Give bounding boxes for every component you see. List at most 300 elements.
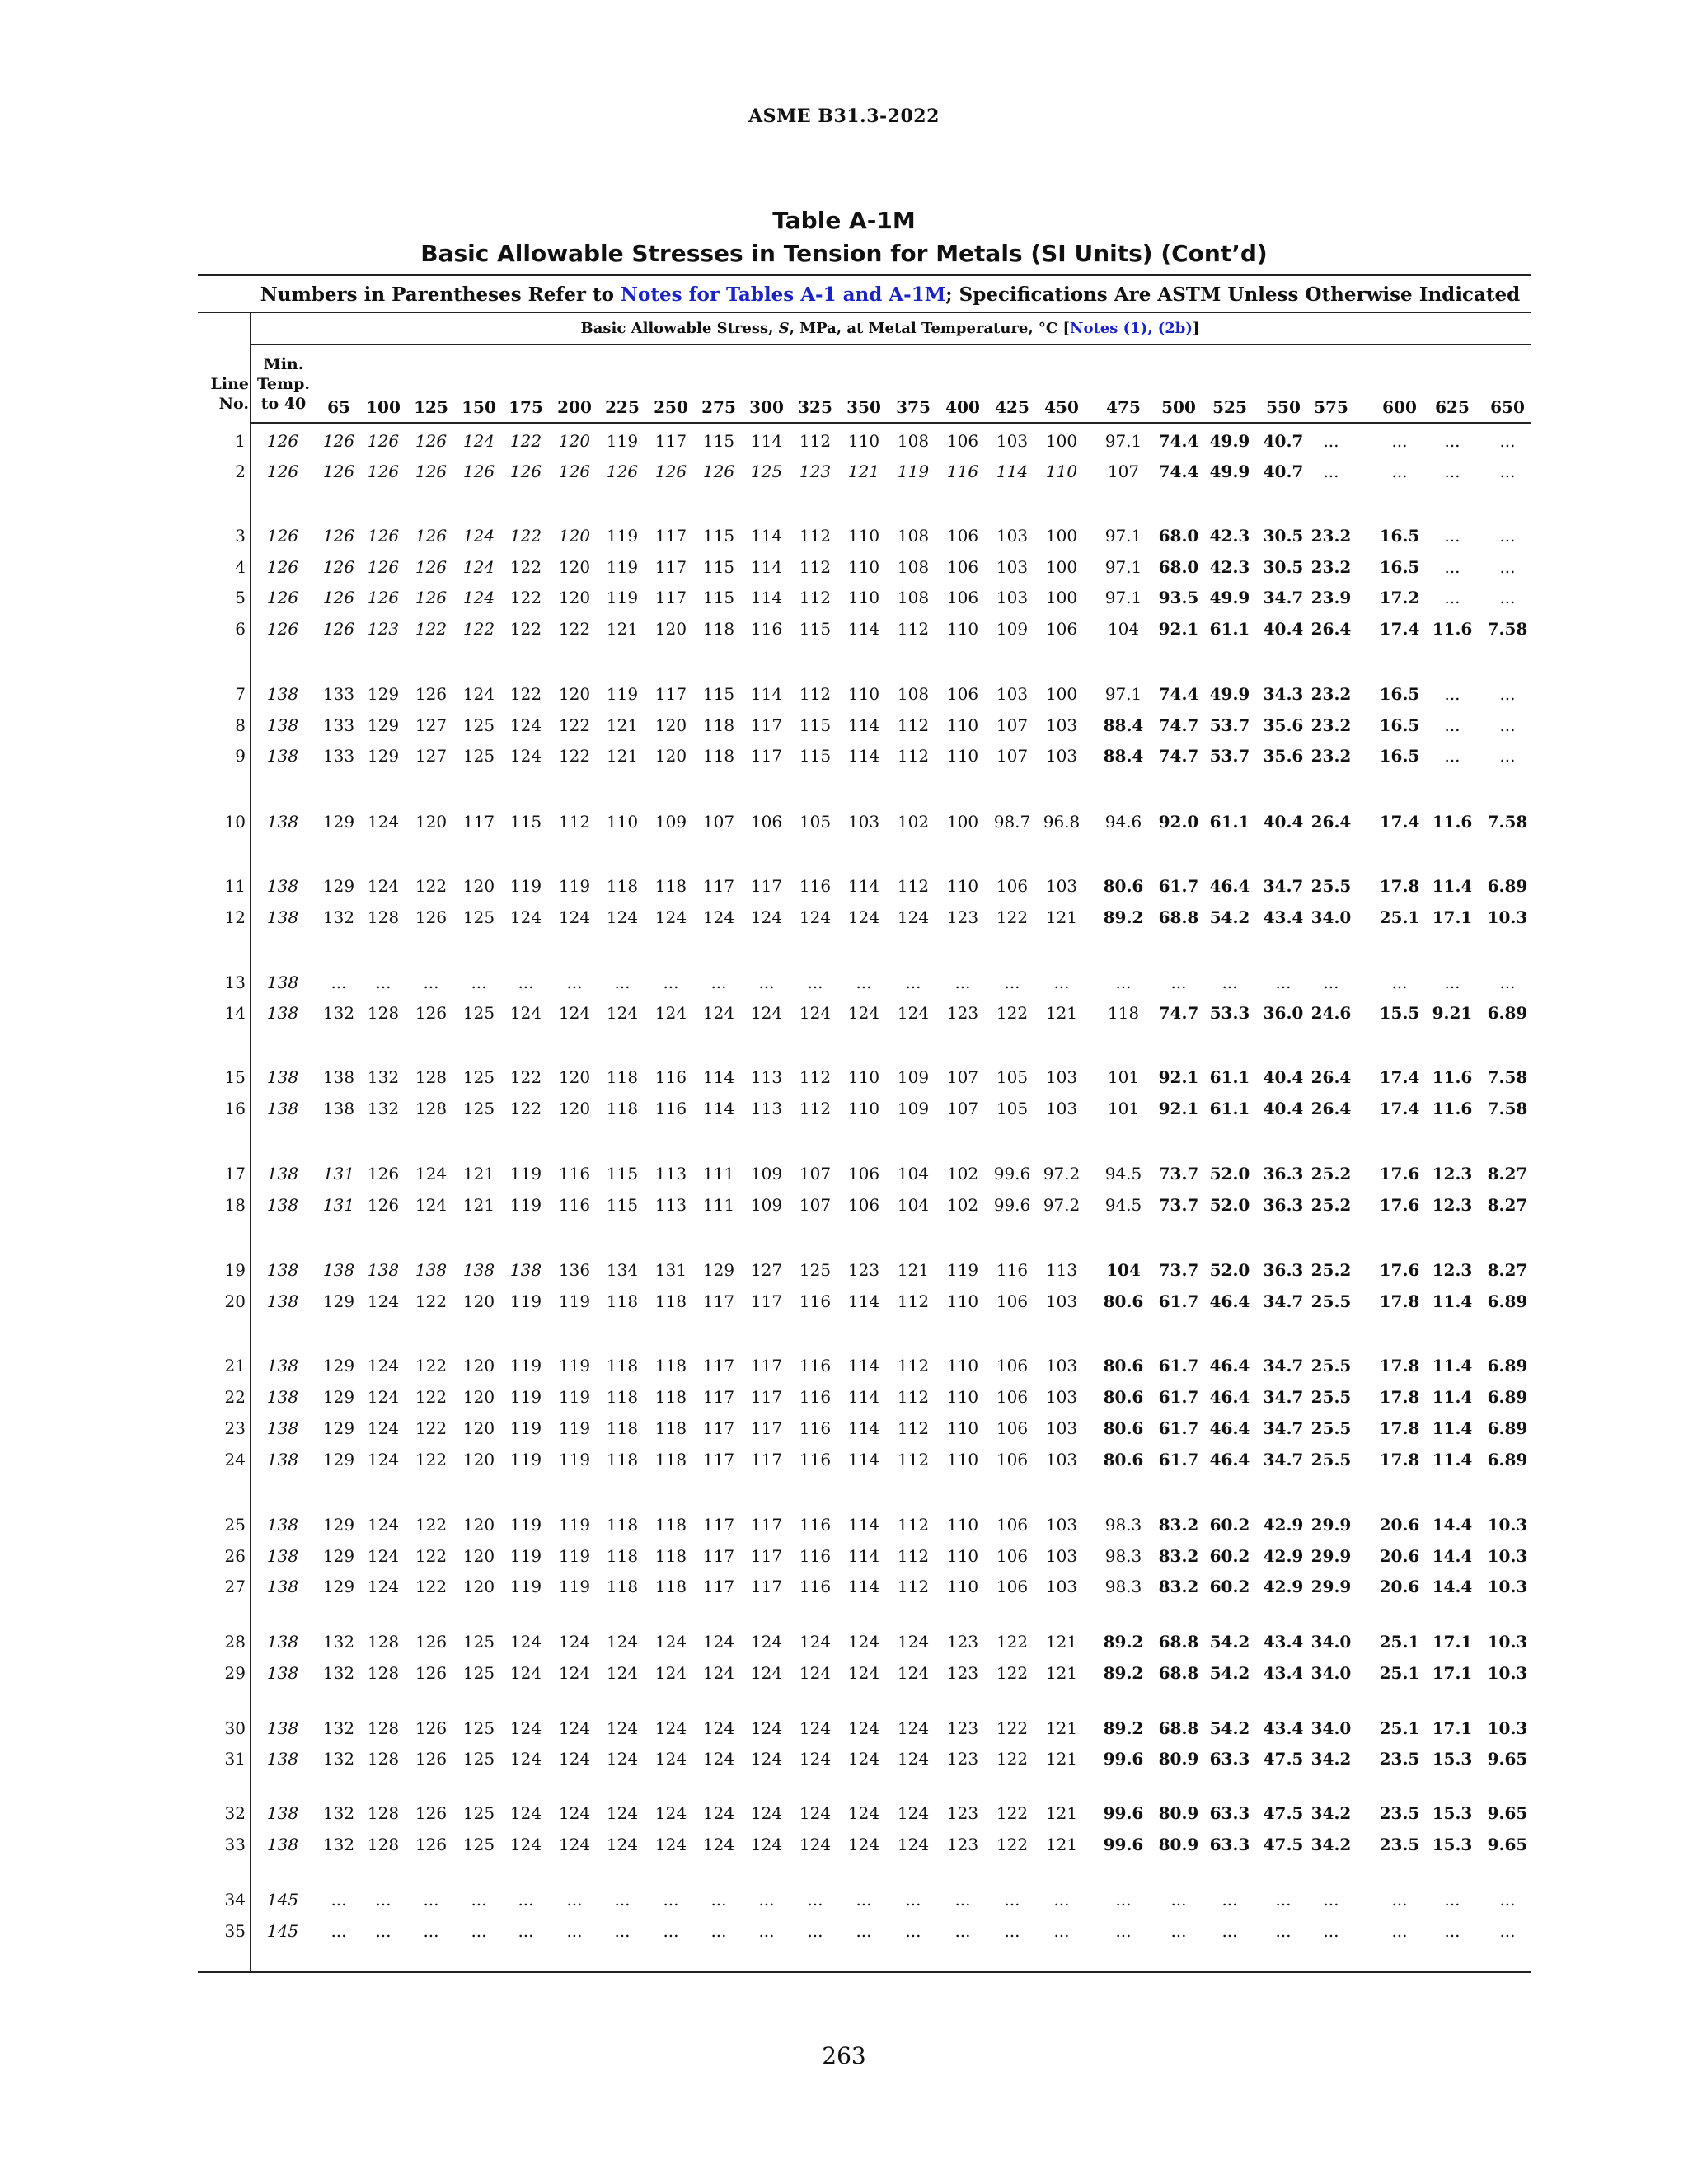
stress-value: ... (1323, 972, 1339, 992)
stress-value: 23.2 (1311, 557, 1352, 577)
stress-header (251, 320, 1529, 337)
stress-value: 119 (946, 1260, 979, 1280)
stress-value: 124 (702, 1663, 735, 1683)
stress-value: 124 (367, 1546, 400, 1566)
stress-value: 54.2 (1209, 1718, 1250, 1738)
min-temp-value: 126 (266, 619, 299, 639)
stress-value: 122 (996, 1835, 1029, 1854)
stress-value: 25.5 (1311, 1418, 1352, 1438)
stress-value: 110 (847, 684, 880, 704)
stress-value: ... (518, 1890, 534, 1910)
stress-value: 74.7 (1158, 1003, 1199, 1023)
min-temp-value: 138 (266, 1099, 299, 1118)
stress-value: 92.1 (1158, 619, 1199, 639)
stress-value: 46.4 (1209, 1291, 1250, 1311)
stress-value: 114 (847, 1515, 880, 1535)
stress-value: 83.2 (1158, 1577, 1199, 1596)
stress-value: 15.5 (1379, 1003, 1420, 1023)
stress-value: 124 (799, 1663, 832, 1683)
stress-value: 124 (367, 876, 400, 896)
line-number: 35 (224, 1921, 246, 1941)
stress-value: 124 (367, 1450, 400, 1469)
min-temp-value: 126 (266, 462, 299, 481)
stress-value: ... (423, 1921, 439, 1941)
line-number: 31 (224, 1749, 246, 1769)
stress-value: 122 (996, 1632, 1029, 1652)
stress-value: 124 (847, 1003, 880, 1023)
stress-value: 125 (462, 1835, 495, 1854)
stress-value: 129 (322, 1356, 355, 1376)
stress-value: 97.1 (1104, 526, 1142, 546)
stress-value: ... (423, 972, 439, 992)
stress-value: 112 (897, 1291, 930, 1311)
stress-value: 131 (322, 1164, 355, 1183)
stress-value: 36.0 (1263, 1003, 1304, 1023)
stress-value: 34.7 (1263, 1356, 1304, 1376)
stress-value: 124 (750, 1663, 783, 1683)
stress-value: ... (1004, 1890, 1020, 1910)
stress-value: 126 (415, 1663, 448, 1683)
stress-value: 132 (367, 1067, 400, 1087)
stress-value: 125 (462, 1749, 495, 1769)
stress-value: 106 (946, 557, 979, 577)
stress-value: 99.6 (1103, 1835, 1144, 1854)
line-number: 6 (235, 619, 246, 639)
stress-value: 9.65 (1487, 1803, 1528, 1823)
stress-value: 49.9 (1209, 588, 1250, 607)
stress-value: 47.5 (1263, 1803, 1304, 1823)
stress-value: 125 (462, 1632, 495, 1652)
temp-column-header: 500 (1161, 397, 1196, 417)
stress-value: 120 (654, 746, 687, 766)
stress-value: 117 (750, 1577, 783, 1596)
stress-value: ... (331, 1890, 347, 1910)
stress-value: 121 (606, 746, 639, 766)
stress-value: 25.5 (1311, 1291, 1352, 1311)
stress-value: 129 (322, 1515, 355, 1535)
stress-value: 124 (462, 431, 495, 451)
rule-line-column (250, 312, 251, 1973)
stress-value: ... (1499, 462, 1516, 481)
stress-value: 126 (415, 907, 448, 927)
stress-value: 124 (799, 1749, 832, 1769)
stress-value: 124 (462, 684, 495, 704)
stress-value: 61.1 (1209, 812, 1250, 832)
min-temp-value: 138 (266, 1291, 299, 1311)
stress-value: 15.3 (1432, 1749, 1473, 1769)
stress-value: 131 (654, 1260, 687, 1280)
stress-value: 25.2 (1311, 1195, 1352, 1215)
temp-column-header: 300 (749, 397, 784, 417)
stress-value: 106 (946, 526, 979, 546)
stress-value: 117 (654, 431, 687, 451)
stress-value: 23.5 (1379, 1749, 1420, 1769)
stress-value: 46.4 (1209, 1450, 1250, 1469)
line-number: 33 (224, 1835, 246, 1854)
stress-value: 111 (702, 1195, 735, 1215)
temp-column-header: 600 (1382, 397, 1417, 417)
line-number: 27 (224, 1577, 246, 1596)
stress-value: ... (1275, 1890, 1292, 1910)
stress-value: 123 (367, 619, 400, 639)
stress-value: 122 (996, 1803, 1029, 1823)
stress-value: 110 (606, 812, 639, 832)
line-number: 10 (224, 812, 246, 832)
stress-value: 124 (654, 907, 687, 927)
stress-value: ... (954, 972, 971, 992)
stress-value: 112 (897, 746, 930, 766)
stress-value: 125 (799, 1260, 832, 1280)
stress-value: 68.8 (1158, 1663, 1199, 1683)
stress-value: 120 (558, 526, 591, 546)
stress-value: 119 (509, 1356, 542, 1376)
stress-value: ... (1444, 557, 1461, 577)
stress-value: 16.5 (1379, 746, 1420, 766)
stress-value: 125 (462, 907, 495, 927)
stress-value: 114 (847, 619, 880, 639)
stress-value: 124 (367, 1515, 400, 1535)
stress-value: 122 (415, 619, 448, 639)
stress-value: 116 (558, 1195, 591, 1215)
stress-value: 119 (509, 1577, 542, 1596)
stress-value: 126 (509, 462, 542, 481)
stress-value: 115 (606, 1164, 639, 1183)
stress-value: 120 (558, 557, 591, 577)
stress-value: 98.3 (1104, 1577, 1142, 1596)
stress-value: 133 (322, 715, 355, 735)
stress-value: 11.6 (1432, 619, 1473, 639)
stress-value: 11.4 (1432, 1291, 1473, 1311)
stress-value: 89.2 (1103, 1718, 1144, 1738)
stress-value: 34.0 (1311, 1632, 1352, 1652)
stress-value: 117 (702, 1577, 735, 1596)
line-number: 19 (224, 1260, 246, 1280)
line-number: 23 (224, 1418, 246, 1438)
stress-value: 116 (799, 1546, 832, 1566)
stress-value: ... (331, 1921, 347, 1941)
stress-value: 114 (847, 746, 880, 766)
stress-value: ... (566, 972, 583, 992)
stress-value: 49.9 (1209, 462, 1250, 481)
stress-value: 26.4 (1311, 812, 1352, 832)
stress-value: 109 (750, 1195, 783, 1215)
stress-value: 118 (606, 1099, 639, 1118)
stress-value: 98.3 (1104, 1515, 1142, 1535)
stress-value: 116 (799, 1291, 832, 1311)
stress-value: 126 (367, 526, 400, 546)
stress-value: ... (1323, 1890, 1339, 1910)
stress-value: ... (1275, 1921, 1292, 1941)
temp-column-header: 100 (366, 397, 401, 417)
stress-value: 126 (415, 1632, 448, 1652)
stress-value: 124 (847, 907, 880, 927)
stress-value: 88.4 (1103, 746, 1144, 766)
stress-value: 117 (654, 684, 687, 704)
line-number: 29 (224, 1663, 246, 1683)
stress-value: 136 (558, 1260, 591, 1280)
line-number: 8 (235, 715, 246, 735)
stress-value: 23.5 (1379, 1803, 1420, 1823)
stress-value: 119 (509, 1387, 542, 1407)
stress-value: 112 (897, 1515, 930, 1535)
stress-value: 116 (946, 462, 979, 481)
min-temp-value: 138 (266, 972, 299, 992)
stress-value: 103 (1045, 1546, 1078, 1566)
stress-value: 83.2 (1158, 1546, 1199, 1566)
stress-value: 121 (1045, 1749, 1078, 1769)
stress-value: 124 (654, 1632, 687, 1652)
stress-value: 110 (946, 1577, 979, 1596)
stress-value: 110 (946, 1387, 979, 1407)
document-header: ASME B31.3-2022 (748, 105, 940, 127)
stress-value: 125 (462, 1718, 495, 1738)
stress-value: ... (1323, 431, 1339, 451)
stress-value: ... (1170, 1921, 1187, 1941)
stress-value: ... (1004, 1921, 1020, 1941)
min-temp-value: 138 (266, 876, 299, 896)
stress-value: 131 (322, 1195, 355, 1215)
stress-value: 110 (946, 1450, 979, 1469)
stress-value: 34.7 (1263, 588, 1304, 607)
stress-value: 119 (509, 1546, 542, 1566)
stress-value: 122 (509, 588, 542, 607)
stress-value: 68.0 (1158, 526, 1199, 546)
stress-value: 126 (558, 462, 591, 481)
min-temp-value: 138 (266, 1356, 299, 1376)
stress-value: 17.4 (1379, 619, 1420, 639)
notes-suffix: ; Specifications Are ASTM Unless Otherwise Indicated (945, 284, 1521, 306)
min-temp-value: 138 (266, 684, 299, 704)
stress-value: 11.4 (1432, 876, 1473, 896)
stress-value: 118 (606, 1450, 639, 1469)
stress-value: ... (807, 1890, 823, 1910)
stress-value: 121 (897, 1260, 930, 1280)
min-temp-value: 138 (266, 1515, 299, 1535)
stress-value: 113 (654, 1164, 687, 1183)
stress-value: 43.4 (1263, 1663, 1304, 1683)
temp-column-header: 425 (995, 397, 1029, 417)
stress-value: 126 (367, 462, 400, 481)
stress-value: 100 (946, 812, 979, 832)
stress-value: 6.89 (1487, 1418, 1528, 1438)
stress-value: ... (471, 972, 487, 992)
stress-value: 17.2 (1379, 588, 1420, 607)
stress-value: 122 (509, 1099, 542, 1118)
stress-value: 115 (702, 526, 735, 546)
stress-value: 68.8 (1158, 907, 1199, 927)
stress-value: 100 (1045, 431, 1078, 451)
stress-notes-link[interactable]: Notes (1), (2b) (1070, 320, 1193, 337)
stress-value: ... (663, 1921, 679, 1941)
stress-value: 122 (415, 1515, 448, 1535)
stress-value: ... (1391, 431, 1408, 451)
stress-value: 29.9 (1311, 1515, 1352, 1535)
line-number: 12 (224, 907, 246, 927)
stress-value: 103 (996, 684, 1029, 704)
stress-value: 126 (322, 462, 355, 481)
stress-value: 123 (946, 1749, 979, 1769)
stress-value: 34.7 (1263, 1387, 1304, 1407)
stress-value: ... (1499, 684, 1516, 704)
stress-value: 8.27 (1487, 1195, 1528, 1215)
stress-value: ... (856, 1890, 872, 1910)
stress-value: 25.1 (1379, 1663, 1420, 1683)
stress-value: 124 (606, 1718, 639, 1738)
stress-value: 115 (509, 812, 542, 832)
stress-value: 112 (799, 526, 832, 546)
stress-value: ... (471, 1890, 487, 1910)
stress-value: 129 (322, 1546, 355, 1566)
stress-value: 117 (750, 1515, 783, 1535)
stress-value: 52.0 (1209, 1260, 1250, 1280)
stress-value: 107 (946, 1067, 979, 1087)
temp-column-header: 625 (1435, 397, 1470, 417)
stress-value: 122 (509, 619, 542, 639)
stress-value: 11.6 (1432, 812, 1473, 832)
stress-value: 116 (558, 1164, 591, 1183)
stress-value: 16.5 (1379, 526, 1420, 546)
stress-value: 112 (799, 588, 832, 607)
stress-value: 102 (897, 812, 930, 832)
stress-value: 114 (847, 1418, 880, 1438)
min-temp-value: 138 (266, 1718, 299, 1738)
stress-value: 124 (509, 1803, 542, 1823)
stress-value: 34.7 (1263, 1450, 1304, 1469)
stress-value: 125 (462, 1803, 495, 1823)
stress-value: 124 (897, 1632, 930, 1652)
stress-value: 112 (897, 1577, 930, 1596)
stress-value: ... (1170, 1890, 1187, 1910)
stress-value: 120 (558, 588, 591, 607)
stress-value: 61.7 (1158, 1356, 1199, 1376)
stress-value: ... (331, 972, 347, 992)
stress-value: 123 (946, 1632, 979, 1652)
stress-value: 104 (1107, 619, 1140, 639)
stress-value: 104 (897, 1195, 930, 1215)
stress-value: 25.5 (1311, 1387, 1352, 1407)
stress-value: 109 (654, 812, 687, 832)
rule-below-column-headers (251, 422, 1531, 424)
stress-value: 49.9 (1209, 431, 1250, 451)
stress-value: 52.0 (1209, 1164, 1250, 1183)
stress-value: 124 (606, 1003, 639, 1023)
stress-value: 114 (702, 1067, 735, 1087)
stress-value: 118 (654, 1577, 687, 1596)
stress-value: ... (710, 1921, 727, 1941)
stress-value: 127 (750, 1260, 783, 1280)
stress-value: 104 (1106, 1260, 1141, 1280)
stress-value: 124 (367, 1291, 400, 1311)
min-temp-value: 126 (266, 431, 299, 451)
stress-value: 123 (946, 1835, 979, 1854)
stress-value: 123 (946, 1803, 979, 1823)
stress-value: 101 (1107, 1099, 1140, 1118)
stress-value: ... (1053, 1921, 1070, 1941)
stress-value: 132 (322, 1835, 355, 1854)
stress-value: 106 (946, 588, 979, 607)
stress-value: 129 (322, 1577, 355, 1596)
temp-column-header: 650 (1490, 397, 1525, 417)
stress-value: 34.0 (1311, 1663, 1352, 1683)
stress-value: 109 (897, 1067, 930, 1087)
stress-value: 124 (462, 557, 495, 577)
stress-value: 124 (462, 526, 495, 546)
temp-column-header: 250 (654, 397, 688, 417)
stress-value: 43.4 (1263, 907, 1304, 927)
min-temp-value: 138 (266, 1450, 299, 1469)
stress-value: 124 (702, 1749, 735, 1769)
stress-value: 121 (1045, 1835, 1078, 1854)
stress-value: 110 (847, 526, 880, 546)
line-number: 16 (224, 1099, 246, 1118)
stress-value: 23.9 (1311, 588, 1352, 607)
stress-value: 122 (415, 1577, 448, 1596)
stress-value: ... (954, 1921, 971, 1941)
stress-value: 106 (996, 1291, 1029, 1311)
stress-value: 97.1 (1104, 431, 1142, 451)
temp-column-header: 575 (1314, 397, 1348, 417)
stress-value: 124 (897, 1718, 930, 1738)
line-number: 28 (224, 1632, 246, 1652)
stress-value: 128 (415, 1067, 448, 1087)
stress-value: 8.27 (1487, 1260, 1528, 1280)
stress-value: ... (1115, 1921, 1132, 1941)
stress-value: 9.65 (1487, 1835, 1528, 1854)
stress-value: 124 (558, 1663, 591, 1683)
stress-value: 7.58 (1487, 812, 1528, 832)
stress-value: 114 (847, 1546, 880, 1566)
stress-value: 114 (750, 431, 783, 451)
stress-value: 111 (702, 1164, 735, 1183)
stress-value: 9.21 (1432, 1003, 1473, 1023)
temp-column-header: 525 (1212, 397, 1247, 417)
min-temp-value: 138 (266, 907, 299, 927)
stress-value: 80.6 (1103, 876, 1144, 896)
stress-value: ... (905, 972, 921, 992)
stress-value: 127 (415, 715, 448, 735)
stress-value: 6.89 (1487, 1356, 1528, 1376)
line-number: 34 (224, 1890, 246, 1910)
notes-link[interactable]: Notes for Tables A-1 and A-1M (621, 284, 946, 306)
stress-value: 103 (1045, 1418, 1078, 1438)
stress-value: 138 (322, 1260, 355, 1280)
stress-value: 126 (367, 557, 400, 577)
stress-value: 122 (462, 619, 495, 639)
stress-value: 117 (702, 876, 735, 896)
stress-header-middle: , MPa, at Metal Temperature, °C [ (789, 320, 1071, 337)
stress-value: 54.2 (1209, 1632, 1250, 1652)
stress-value: ... (1391, 972, 1408, 992)
stress-value: 121 (606, 619, 639, 639)
stress-value: 114 (750, 557, 783, 577)
stress-value: 120 (415, 812, 448, 832)
stress-value: 115 (702, 431, 735, 451)
temp-column-header: 325 (798, 397, 832, 417)
stress-value: 25.1 (1379, 907, 1420, 927)
stress-value: 116 (799, 1577, 832, 1596)
stress-value: 25.1 (1379, 1718, 1420, 1738)
stress-value: 119 (606, 684, 639, 704)
stress-value: ... (1499, 746, 1516, 766)
stress-value: 122 (415, 1450, 448, 1469)
stress-value: 120 (462, 1387, 495, 1407)
stress-value: 103 (996, 557, 1029, 577)
stress-value: 100 (1045, 588, 1078, 607)
stress-value: 120 (462, 1418, 495, 1438)
stress-value: 124 (750, 1835, 783, 1854)
stress-value: 124 (367, 1356, 400, 1376)
stress-value: 103 (1045, 715, 1078, 735)
